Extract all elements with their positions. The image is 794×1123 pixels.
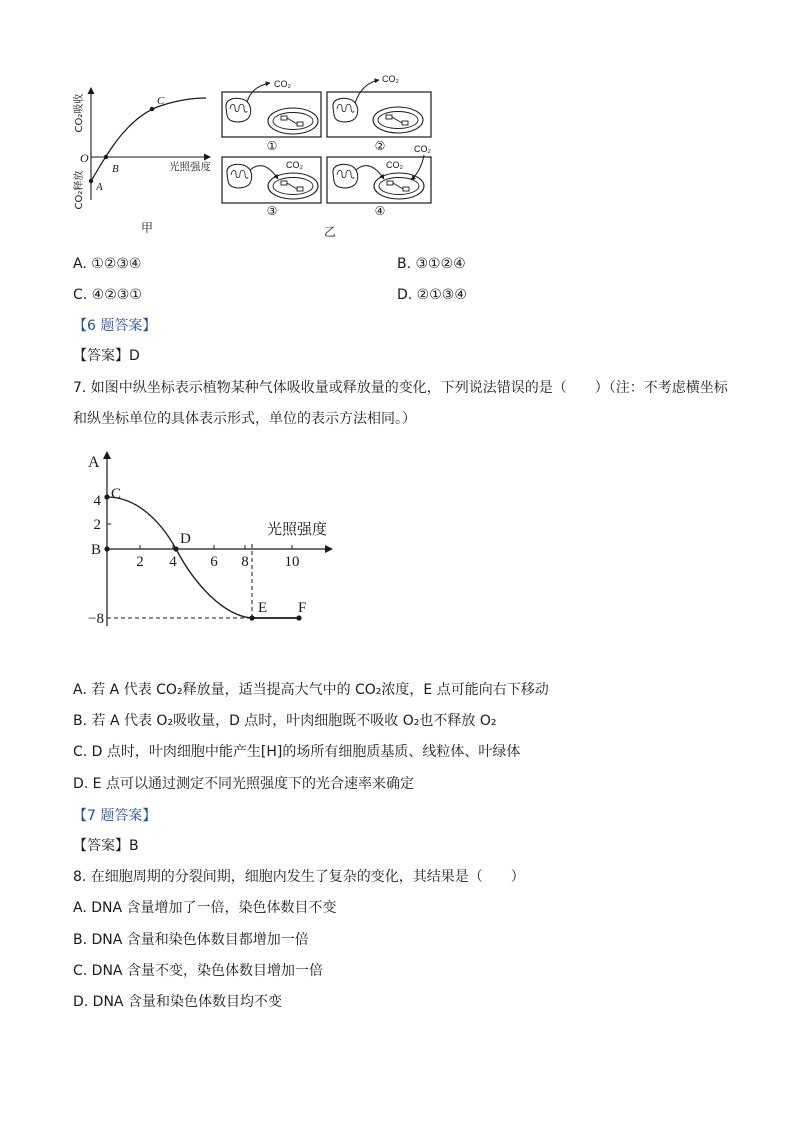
jia-point-c	[150, 107, 154, 111]
q7-y-tick-label: B	[90, 542, 101, 558]
mitochondrion	[333, 98, 358, 122]
q7-point-d	[173, 546, 178, 551]
q7-point-c	[104, 494, 109, 499]
q7-point-b	[104, 546, 109, 551]
co2-arrow-external	[411, 155, 424, 180]
jia-graph	[72, 88, 211, 235]
co2-label: CO₂	[274, 79, 291, 89]
panel-number: ④	[374, 204, 386, 218]
q7-option-b: B. 若 A 代表 O₂吸收量，D 点时，叶肉细胞既不吸收 O₂也不释放 O₂	[73, 713, 497, 729]
q6-figure	[0, 60, 794, 245]
q7-graph	[0, 440, 794, 640]
jia-point-b-label: B	[112, 163, 119, 175]
q6-answer: 【答案】D	[73, 348, 140, 364]
q7-y-axis-label: A	[88, 454, 100, 471]
chloroplast	[268, 108, 318, 134]
q7-point-c-label: C	[111, 486, 122, 502]
chloroplast	[374, 173, 424, 199]
q7-curve	[107, 497, 252, 618]
q8-stem: 8. 在细胞周期的分裂间期，细胞内发生了复杂的变化，其结果是（ ）	[73, 869, 525, 885]
yi-panel-3	[222, 157, 321, 218]
q7-stem-line-2: 和纵坐标单位的具体表示形式，单位的表示方法相同。）	[73, 411, 416, 427]
jia-x-axis-label: 光照强度	[169, 161, 211, 173]
q7-point-e	[249, 615, 254, 620]
chloroplast	[373, 107, 423, 133]
q7-answer: 【答案】B	[73, 838, 139, 854]
co2-label: CO₂	[286, 160, 303, 170]
q8-option-a: A. DNA 含量增加了一倍，染色体数目不变	[73, 900, 337, 916]
yi-panel-4	[327, 144, 432, 218]
jia-y-axis-label-top: CO₂吸收	[74, 93, 85, 133]
q7-option-a: A. 若 A 代表 CO₂释放量，适当提高大气中的 CO₂浓度，E 点可能向右下移动	[73, 682, 549, 698]
yi-diagram	[222, 74, 432, 239]
jia-point-b	[104, 155, 108, 159]
q7-x-tick-label: 8	[241, 554, 249, 570]
q7-y-tick-label: 4	[93, 493, 101, 509]
q7-point-f	[296, 615, 301, 620]
q7-y-tick-label: 2	[93, 517, 101, 533]
q7-x-tick-label: 6	[210, 554, 218, 570]
jia-y-axis-label-bottom: CO₂释放	[74, 170, 85, 210]
jia-origin-label: O	[80, 151, 89, 165]
jia-caption: 甲	[140, 221, 154, 235]
q8-option-d: D. DNA 含量和染色体数目均不变	[73, 994, 282, 1010]
yi-panel-2	[327, 74, 431, 153]
panel-number: ③	[266, 204, 278, 218]
q7-option-c: C. D 点时，叶肉细胞中能产生[H]的场所有细胞质基质、线粒体、叶绿体	[73, 744, 521, 760]
chloroplast	[268, 173, 318, 199]
q7-point-d-label: D	[180, 531, 191, 547]
mitochondrion	[333, 164, 358, 188]
mitochondrion	[227, 164, 252, 188]
q7-x-tick-label: 4	[169, 554, 177, 570]
yi-panel-1	[222, 79, 321, 153]
q8-option-c: C. DNA 含量不变，染色体数目增加一倍	[73, 963, 323, 979]
q7-answer-heading: 【7 题答案】	[73, 808, 157, 824]
q7-stem-line-1: 7. 如图中纵坐标表示植物某种气体吸收量或释放量的变化，下列说法错误的是（ ）（注：不考虑横坐标	[73, 380, 728, 396]
panel-number: ①	[266, 139, 278, 153]
co2-label: CO₂	[382, 74, 399, 84]
co2-label-external: CO₂	[414, 144, 431, 154]
q7-y-tick-label: −8	[88, 611, 104, 627]
q6-option-d: D. ②①③④	[397, 287, 467, 303]
q6-option-a: A. ①②③④	[73, 256, 142, 272]
q7-point-f-label: F	[298, 600, 307, 616]
jia-point-a-label: A	[96, 181, 103, 193]
panel-number: ②	[374, 139, 386, 153]
q7-x-tick-label: 2	[136, 554, 144, 570]
panel-frame	[327, 92, 431, 137]
q7-x-axis-label: 光照强度	[267, 520, 328, 538]
jia-point-a	[89, 179, 93, 183]
jia-point-c-label: C	[157, 95, 165, 107]
co2-label: CO₂	[386, 160, 403, 170]
q6-option-b: B. ③①②④	[397, 256, 466, 272]
q8-option-b: B. DNA 含量和染色体数目都增加一倍	[73, 932, 309, 948]
q7-option-d: D. E 点可以通过测定不同光照强度下的光合速率来确定	[73, 776, 414, 792]
yi-caption: 乙	[323, 225, 337, 239]
q6-option-c: C. ④②③①	[73, 287, 142, 303]
co2-arrow	[356, 166, 384, 179]
q7-x-tick-label: 10	[284, 554, 300, 570]
q6-answer-heading: 【6 题答案】	[73, 318, 157, 334]
q7-point-e-label: E	[258, 600, 268, 616]
co2-arrow	[250, 166, 278, 179]
